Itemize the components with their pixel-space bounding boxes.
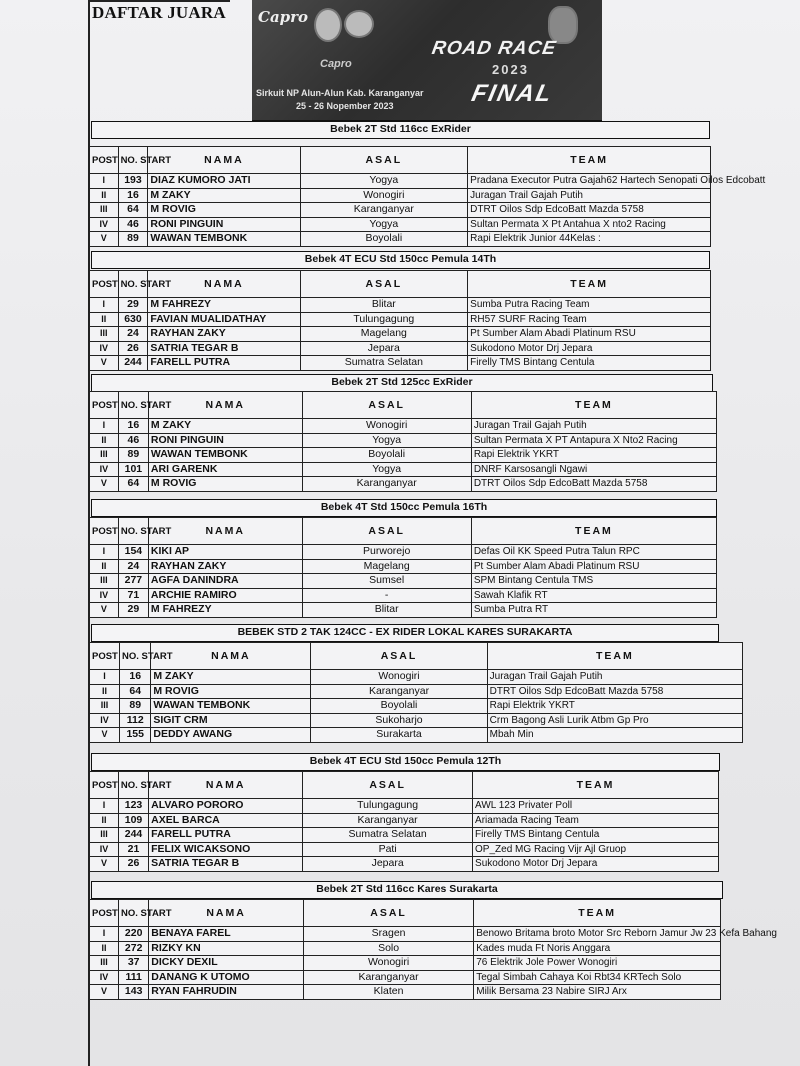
origin-cell: Sragen: [303, 927, 473, 942]
start-number-cell: 143: [119, 985, 149, 1000]
event-stage: FINAL: [469, 80, 556, 107]
event-banner: [252, 0, 602, 121]
rider-name-cell: M FAHREZY: [148, 298, 300, 313]
start-number-cell: 29: [118, 603, 148, 618]
position-cell: III: [90, 574, 119, 589]
origin-cell: Karanganyar: [303, 813, 473, 828]
position-cell: II: [90, 941, 119, 956]
table-row: [90, 559, 717, 574]
table-header-row: [90, 147, 711, 174]
origin-cell: Boyolali: [302, 448, 471, 463]
rider-name-cell: SATRIA TEGAR B: [148, 341, 300, 356]
origin-cell: Yogya: [300, 217, 468, 232]
circuit-name: Sirkuit NP Alun-Alun Kab. Karanganyar: [256, 88, 424, 98]
column-header-asal: ASAL: [302, 392, 471, 419]
rider-name-cell: WAWAN TEMBONK: [148, 448, 302, 463]
rider-name-cell: RAYHAN ZAKY: [148, 559, 302, 574]
team-cell: Pradana Executor Putra Gajah62 Hartech Senopati Oilos Edcobatt: [468, 174, 711, 189]
position-cell: II: [90, 813, 119, 828]
table-row: [90, 188, 711, 203]
origin-cell: Magelang: [300, 327, 468, 342]
team-cell: DNRF Karsosangli Ngawi: [471, 462, 716, 477]
rider-name-cell: DICKY DEXIL: [149, 956, 304, 971]
column-header-team: TEAM: [468, 271, 711, 298]
table-row: [90, 699, 743, 714]
rider-name-cell: KIKI AP: [148, 545, 302, 560]
rider-name-cell: M ZAKY: [151, 670, 311, 685]
position-cell: V: [90, 603, 119, 618]
origin-cell: Boyolali: [311, 699, 487, 714]
position-cell: III: [90, 327, 119, 342]
origin-cell: Boyolali: [300, 232, 468, 247]
start-number-cell: 16: [120, 670, 151, 685]
rider-name-cell: WAWAN TEMBONK: [151, 699, 311, 714]
table-row: [90, 203, 711, 218]
table-row: [90, 857, 719, 872]
origin-cell: Purworejo: [302, 545, 471, 560]
rider-name-cell: SIGIT CRM: [151, 713, 311, 728]
rider-name-cell: M ZAKY: [148, 188, 300, 203]
results-table: [89, 642, 743, 743]
start-number-cell: 155: [120, 728, 151, 743]
category-title: Bebek 2T Std 125cc ExRider: [91, 374, 713, 392]
table-row: [90, 312, 711, 327]
position-cell: III: [90, 448, 119, 463]
column-header-pos: POST: [90, 147, 119, 174]
column-header-nama: NAMA: [149, 900, 304, 927]
table-row: [90, 545, 717, 560]
team-cell: Mbah Min: [487, 728, 742, 743]
start-number-cell: 244: [118, 356, 148, 371]
position-cell: I: [90, 545, 119, 560]
team-cell: Rapi Elektrik Junior 44Kelas :: [468, 232, 711, 247]
position-cell: IV: [90, 713, 120, 728]
team-cell: Kades muda Ft Noris Anggara: [474, 941, 721, 956]
column-header-nama: NAMA: [148, 392, 302, 419]
regency-emblem-icon: [344, 10, 374, 38]
team-cell: DTRT Oilos Sdp EdcoBatt Mazda 5758: [468, 203, 711, 218]
start-number-cell: 71: [118, 588, 148, 603]
team-cell: 76 Elektrik Jole Power Wonogiri: [474, 956, 721, 971]
category-title: Bebek 2T Std 116cc ExRider: [91, 121, 710, 139]
column-header-start: NO. START: [118, 271, 148, 298]
origin-cell: Wonogiri: [300, 188, 468, 203]
team-cell: DTRT Oilos Sdp EdcoBatt Mazda 5758: [471, 477, 716, 492]
start-number-cell: 64: [118, 477, 148, 492]
sheet-border-top: [88, 0, 230, 2]
start-number-cell: 193: [118, 174, 148, 189]
table-header-row: [90, 271, 711, 298]
table-row: [90, 217, 711, 232]
sponsor-logo: Capro: [258, 8, 309, 26]
category-title: Bebek 4T ECU Std 150cc Pemula 14Th: [91, 251, 710, 269]
origin-cell: Wonogiri: [311, 670, 487, 685]
position-cell: V: [90, 857, 119, 872]
origin-cell: Klaten: [303, 985, 473, 1000]
origin-cell: Sumatra Selatan: [300, 356, 468, 371]
team-cell: Tegal Simbah Cahaya Koi Rbt34 KRTech Solo: [474, 970, 721, 985]
start-number-cell: 244: [118, 828, 148, 843]
start-number-cell: 26: [118, 857, 148, 872]
column-header-team: TEAM: [473, 772, 719, 799]
team-cell: Pt Sumber Alam Abadi Platinum RSU: [468, 327, 711, 342]
column-header-team: TEAM: [471, 392, 716, 419]
team-cell: Defas Oil KK Speed Putra Talun RPC: [471, 545, 716, 560]
position-cell: II: [90, 684, 120, 699]
team-cell: Crm Bagong Asli Lurik Atbm Gp Pro: [487, 713, 742, 728]
column-header-team: TEAM: [487, 643, 742, 670]
team-cell: Ariamada Racing Team: [473, 813, 719, 828]
rider-name-cell: RIZKY KN: [149, 941, 304, 956]
table-header-row: [90, 392, 717, 419]
category-title: Bebek 4T ECU Std 150cc Pemula 12Th: [91, 753, 720, 771]
position-cell: V: [90, 477, 119, 492]
origin-cell: Karanganyar: [302, 477, 471, 492]
start-number-cell: 64: [120, 684, 151, 699]
origin-cell: Sumsel: [302, 574, 471, 589]
table-row: [90, 970, 721, 985]
team-cell: SPM Bintang Centula TMS: [471, 574, 716, 589]
origin-cell: Wonogiri: [302, 419, 471, 434]
results-table: [89, 771, 719, 872]
rider-name-cell: FARELL PUTRA: [148, 356, 300, 371]
team-cell: Firelly TMS Bintang Centula: [473, 828, 719, 843]
origin-cell: Sukoharjo: [311, 713, 487, 728]
team-cell: Juragan Trail Gajah Putih: [487, 670, 742, 685]
start-number-cell: 154: [118, 545, 148, 560]
position-cell: II: [90, 559, 119, 574]
position-cell: IV: [90, 341, 119, 356]
table-row: [90, 574, 717, 589]
start-number-cell: 21: [118, 842, 148, 857]
table-row: [90, 684, 743, 699]
table-header-row: [90, 643, 743, 670]
team-cell: Sultan Permata X PT Antapura X Nto2 Racing: [471, 433, 716, 448]
table-row: [90, 588, 717, 603]
team-cell: Sukodono Motor Drj Jepara: [468, 341, 711, 356]
start-number-cell: 101: [118, 462, 148, 477]
team-cell: Sawah Klafik RT: [471, 588, 716, 603]
results-table: [89, 517, 717, 618]
origin-cell: Solo: [303, 941, 473, 956]
column-header-team: TEAM: [474, 900, 721, 927]
position-cell: V: [90, 232, 119, 247]
rider-name-cell: DANANG K UTOMO: [149, 970, 304, 985]
start-number-cell: 123: [118, 799, 148, 814]
results-table: [89, 146, 766, 247]
column-header-pos: POST: [90, 772, 119, 799]
start-number-cell: 24: [118, 559, 148, 574]
origin-cell: Yogya: [302, 433, 471, 448]
column-header-start: NO. START: [118, 392, 148, 419]
team-cell: RH57 SURF Racing Team: [468, 312, 711, 327]
table-header-row: [90, 518, 717, 545]
start-number-cell: 37: [119, 956, 149, 971]
event-year: 2023: [492, 62, 529, 77]
rider-name-cell: M ROVIG: [148, 477, 302, 492]
start-number-cell: 29: [118, 298, 148, 313]
start-number-cell: 112: [120, 713, 151, 728]
column-header-pos: POST: [90, 271, 119, 298]
table-row: [90, 462, 717, 477]
team-cell: Juragan Trail Gajah Putih: [468, 188, 711, 203]
position-cell: II: [90, 433, 119, 448]
position-cell: V: [90, 728, 120, 743]
table-row: [90, 603, 717, 618]
column-header-start: NO. START: [119, 900, 149, 927]
team-cell: Juragan Trail Gajah Putih: [471, 419, 716, 434]
team-cell: DTRT Oilos Sdp EdcoBatt Mazda 5758: [487, 684, 742, 699]
position-cell: I: [90, 174, 119, 189]
table-row: [90, 985, 721, 1000]
start-number-cell: 277: [118, 574, 148, 589]
team-cell: Milik Bersama 23 Nabire SIRJ Arx: [474, 985, 721, 1000]
position-cell: III: [90, 828, 119, 843]
start-number-cell: 24: [118, 327, 148, 342]
column-header-asal: ASAL: [311, 643, 487, 670]
position-cell: I: [90, 927, 119, 942]
rider-name-cell: FARELL PUTRA: [149, 828, 303, 843]
table-row: [90, 356, 711, 371]
rider-name-cell: RYAN FAHRUDIN: [149, 985, 304, 1000]
position-cell: I: [90, 799, 119, 814]
origin-cell: Magelang: [302, 559, 471, 574]
table-row: [90, 419, 717, 434]
start-number-cell: 89: [118, 232, 148, 247]
table-row: [90, 232, 711, 247]
table-row: [90, 448, 717, 463]
table-row: [90, 298, 711, 313]
rider-name-cell: M FAHREZY: [148, 603, 302, 618]
start-number-cell: 89: [120, 699, 151, 714]
start-number-cell: 630: [118, 312, 148, 327]
origin-cell: Blitar: [302, 603, 471, 618]
rider-name-cell: M ZAKY: [148, 419, 302, 434]
table-row: [90, 433, 717, 448]
table-row: [90, 941, 721, 956]
column-header-asal: ASAL: [303, 900, 473, 927]
team-cell: Benowo Britama broto Motor Src Reborn Jamur Jw 23 Kefa Bahang: [474, 927, 721, 942]
rider-name-cell: RONI PINGUIN: [148, 217, 300, 232]
column-header-nama: NAMA: [148, 518, 302, 545]
column-header-nama: NAMA: [148, 147, 300, 174]
start-number-cell: 16: [118, 188, 148, 203]
team-cell: Rapi Elektrik YKRT: [487, 699, 742, 714]
column-header-start: NO. START: [120, 643, 151, 670]
origin-cell: Pati: [303, 842, 473, 857]
table-header-row: [90, 772, 719, 799]
table-header-row: [90, 900, 721, 927]
column-header-team: TEAM: [471, 518, 716, 545]
team-cell: Firelly TMS Bintang Centula: [468, 356, 711, 371]
table-row: [90, 927, 721, 942]
position-cell: I: [90, 670, 120, 685]
team-cell: OP_Zed MG Racing Vijr Ajl Gruop: [473, 842, 719, 857]
start-number-cell: 111: [119, 970, 149, 985]
origin-cell: Surakarta: [311, 728, 487, 743]
column-header-start: NO. START: [118, 147, 148, 174]
position-cell: V: [90, 985, 119, 1000]
rider-name-cell: WAWAN TEMBONK: [148, 232, 300, 247]
police-emblem-icon: [314, 8, 342, 42]
table-row: [90, 956, 721, 971]
table-row: [90, 713, 743, 728]
rider-name-cell: ARCHIE RAMIRO: [148, 588, 302, 603]
category-title: BEBEK STD 2 TAK 124CC - EX RIDER LOKAL KARES SURAKARTA: [91, 624, 719, 642]
origin-cell: Jepara: [300, 341, 468, 356]
rider-name-cell: RONI PINGUIN: [148, 433, 302, 448]
table-row: [90, 842, 719, 857]
start-number-cell: 16: [118, 419, 148, 434]
origin-cell: -: [302, 588, 471, 603]
start-number-cell: 220: [119, 927, 149, 942]
table-row: [90, 341, 711, 356]
team-cell: Pt Sumber Alam Abadi Platinum RSU: [471, 559, 716, 574]
origin-cell: Karanganyar: [303, 970, 473, 985]
table-row: [90, 813, 719, 828]
position-cell: II: [90, 188, 119, 203]
table-row: [90, 477, 717, 492]
column-header-asal: ASAL: [302, 518, 471, 545]
rider-name-cell: M ROVIG: [151, 684, 311, 699]
table-row: [90, 828, 719, 843]
column-header-pos: POST: [90, 900, 119, 927]
team-cell: Sumba Putra RT: [471, 603, 716, 618]
rider-name-cell: ARI GARENK: [148, 462, 302, 477]
rider-name-cell: RAYHAN ZAKY: [148, 327, 300, 342]
origin-cell: Wonogiri: [303, 956, 473, 971]
position-cell: I: [90, 298, 119, 313]
rider-name-cell: AGFA DANINDRA: [148, 574, 302, 589]
table-row: [90, 327, 711, 342]
rider-name-cell: FELIX WICAKSONO: [149, 842, 303, 857]
position-cell: I: [90, 419, 119, 434]
position-cell: IV: [90, 970, 119, 985]
start-number-cell: 89: [118, 448, 148, 463]
capro-logo: Capro: [320, 58, 352, 70]
table-row: [90, 728, 743, 743]
results-table: [89, 391, 717, 492]
position-cell: IV: [90, 588, 119, 603]
position-cell: V: [90, 356, 119, 371]
origin-cell: Tulungagung: [300, 312, 468, 327]
column-header-nama: NAMA: [148, 271, 300, 298]
column-header-pos: POST: [90, 392, 119, 419]
rider-name-cell: SATRIA TEGAR B: [149, 857, 303, 872]
rider-name-cell: FAVIAN MUALIDATHAY: [148, 312, 300, 327]
rider-name-cell: M ROVIG: [148, 203, 300, 218]
results-table: [89, 270, 711, 371]
start-number-cell: 64: [118, 203, 148, 218]
start-number-cell: 109: [118, 813, 148, 828]
page-title: DAFTAR JUARA: [92, 3, 226, 22]
column-header-start: NO. START: [118, 772, 148, 799]
column-header-asal: ASAL: [300, 271, 468, 298]
table-row: [90, 799, 719, 814]
rider-name-cell: AXEL BARCA: [149, 813, 303, 828]
start-number-cell: 46: [118, 433, 148, 448]
origin-cell: Tulungagung: [303, 799, 473, 814]
start-number-cell: 26: [118, 341, 148, 356]
origin-cell: Karanganyar: [311, 684, 487, 699]
rider-name-cell: ALVARO PORORO: [149, 799, 303, 814]
position-cell: II: [90, 312, 119, 327]
origin-cell: Yogya: [300, 174, 468, 189]
team-cell: Rapi Elektrik YKRT: [471, 448, 716, 463]
table-row: [90, 174, 711, 189]
column-header-asal: ASAL: [303, 772, 473, 799]
start-number-cell: 272: [119, 941, 149, 956]
column-header-team: TEAM: [468, 147, 711, 174]
column-header-pos: POST: [90, 518, 119, 545]
category-title: Bebek 4T Std 150cc Pemula 16Th: [91, 499, 717, 517]
rider-name-cell: DIAZ KUMORO JATI: [148, 174, 300, 189]
position-cell: IV: [90, 842, 119, 857]
column-header-nama: NAMA: [151, 643, 311, 670]
origin-cell: Blitar: [300, 298, 468, 313]
position-cell: III: [90, 699, 120, 714]
origin-cell: Sumatra Selatan: [303, 828, 473, 843]
column-header-start: NO. START: [118, 518, 148, 545]
team-cell: Sumba Putra Racing Team: [468, 298, 711, 313]
origin-cell: Yogya: [302, 462, 471, 477]
column-header-pos: POST: [90, 643, 120, 670]
team-cell: AWL 123 Privater Poll: [473, 799, 719, 814]
column-header-asal: ASAL: [300, 147, 468, 174]
rider-name-cell: BENAYA FAREL: [149, 927, 304, 942]
team-cell: Sultan Permata X Pt Antahua X nto2 Racing: [468, 217, 711, 232]
rider-name-cell: DEDDY AWANG: [151, 728, 311, 743]
table-row: [90, 670, 743, 685]
position-cell: IV: [90, 217, 119, 232]
event-dates: 25 - 26 Nopember 2023: [296, 101, 394, 111]
origin-cell: Jepara: [303, 857, 473, 872]
start-number-cell: 46: [118, 217, 148, 232]
position-cell: III: [90, 956, 119, 971]
results-table: [89, 899, 777, 1000]
category-title: Bebek 2T Std 116cc Kares Surakarta: [91, 881, 723, 899]
origin-cell: Karanganyar: [300, 203, 468, 218]
team-cell: Sukodono Motor Drj Jepara: [473, 857, 719, 872]
position-cell: III: [90, 203, 119, 218]
position-cell: IV: [90, 462, 119, 477]
event-title: ROAD RACE: [430, 38, 559, 59]
column-header-nama: NAMA: [149, 772, 303, 799]
